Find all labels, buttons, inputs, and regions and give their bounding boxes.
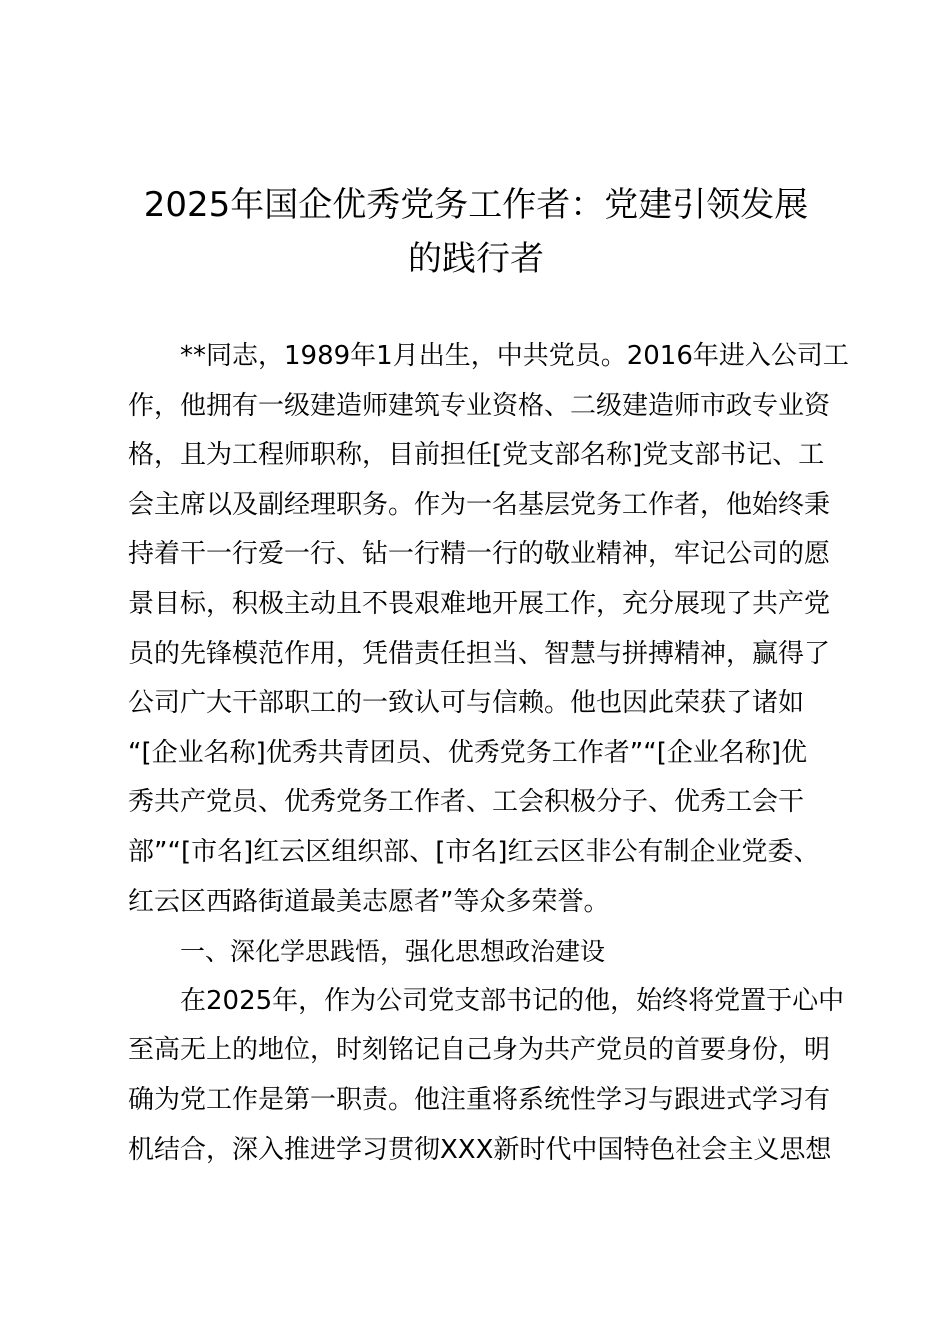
paragraph-line: 秀共产党员、优秀党务工作者、工会积极分子、优秀工会干 — [128, 787, 805, 818]
paragraph-line: 在2025年，作为公司党支部书记的他，始终将党置于心中 — [180, 985, 845, 1016]
paragraph-line: “[企业名称]优秀共青团员、优秀党务工作者”“[企业名称]优 — [128, 737, 807, 768]
paragraph-line: 至高无上的地位，时刻铭记自己身为共产党员的首要身份，明 — [128, 1035, 831, 1066]
paragraph-line: 红云区西路街道最美志愿者”等众多荣誉。 — [128, 886, 610, 917]
section-heading: 一、深化学思践悟，强化思想政治建设 — [180, 937, 606, 967]
paragraph-line: **同志，1989年1月出生，中共党员。2016年进入公司工 — [180, 341, 849, 371]
paragraph-line: 持着干一行爱一行、钻一行精一行的敬业精神，牢记公司的愿 — [128, 539, 831, 570]
paragraph-line: 公司广大干部职工的一致认可与信赖。他也因此荣获了诸如 — [128, 688, 805, 719]
paragraph-line: 确为党工作是第一职责。他注重将系统性学习与跟进式学习有 — [128, 1084, 831, 1115]
document-body — [128, 332, 849, 1175]
paragraph-line: 会主席以及副经理职务。作为一名基层党务工作者，他始终秉 — [128, 489, 831, 520]
paragraph-line: 机结合，深入推进学习贯彻XXX新时代中国特色社会主义思想 — [128, 1134, 832, 1165]
paragraph-line: 作，他拥有一级建造师建筑专业资格、二级建造师市政专业资 — [128, 390, 831, 421]
paragraph-line: 部”“[市名]红云区组织部、[市名]红云区非公有制企业党委、 — [128, 836, 820, 867]
paragraph-line: 员的先锋模范作用，凭借责任担当、智慧与拼搏精神，赢得了 — [128, 638, 831, 669]
paragraph-line: 景目标，积极主动且不畏艰难地开展工作，充分展现了共产党 — [128, 588, 831, 619]
document-title — [120, 178, 832, 286]
title-line: 2025年国企优秀党务工作者：党建引领发展 — [143, 185, 809, 225]
title-line: 的践行者 — [408, 239, 544, 279]
paragraph-line: 格，且为工程师职称，目前担任[党支部名称]党支部书记、工 — [128, 440, 825, 471]
